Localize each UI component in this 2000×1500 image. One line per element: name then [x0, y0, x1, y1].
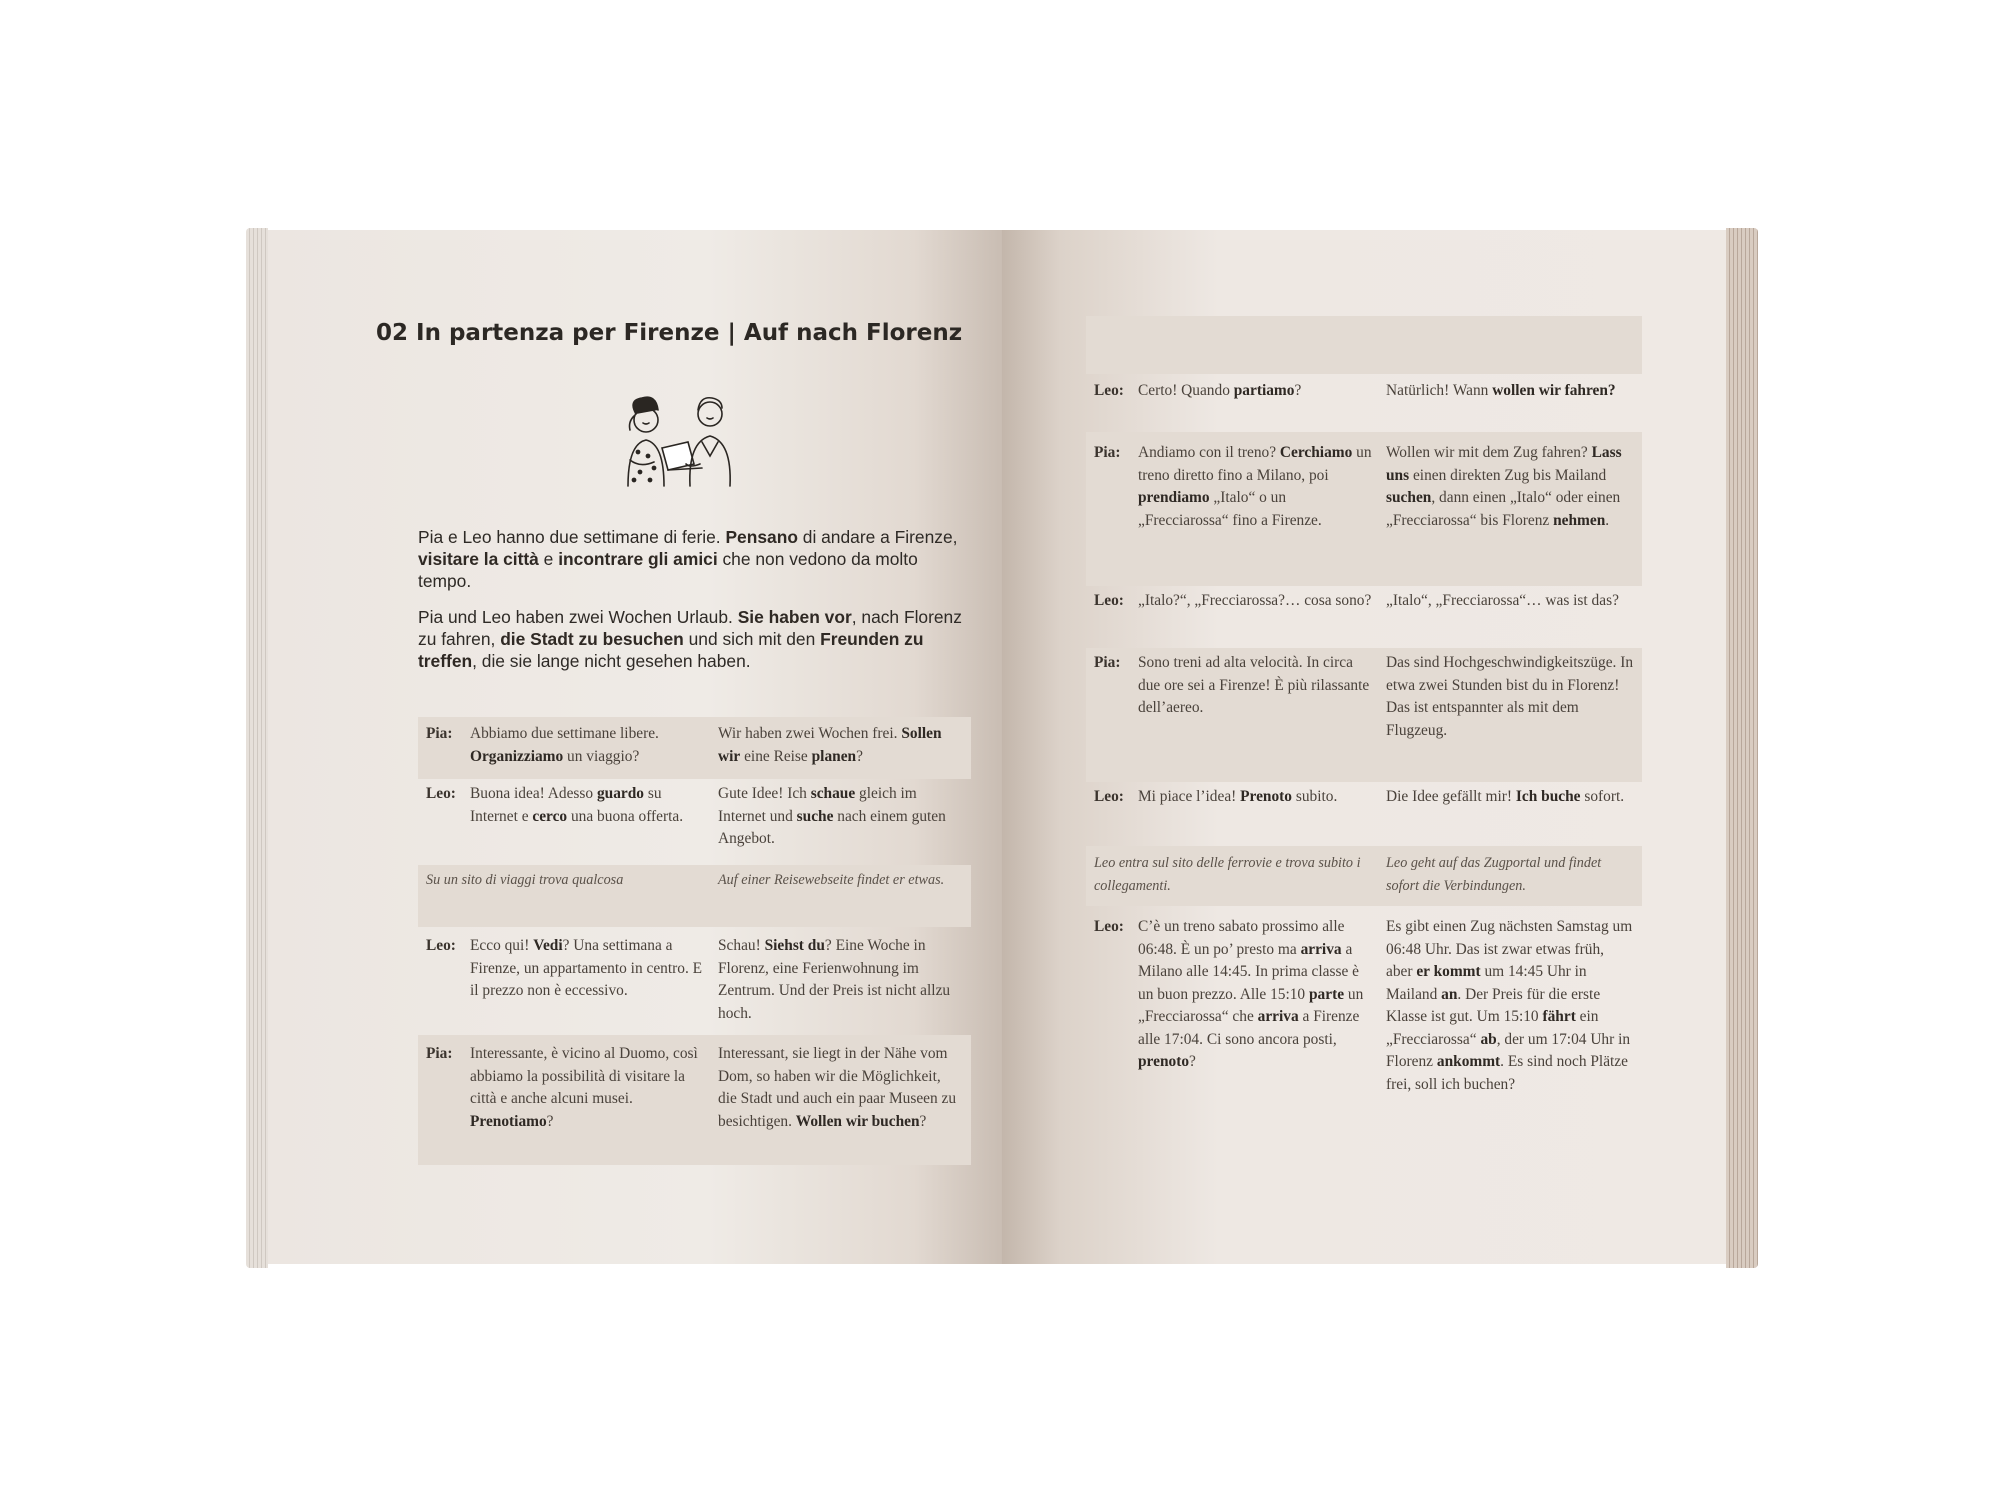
italian-line: Mi piace l’idea! Prenoto subito. — [1138, 788, 1338, 805]
speaker: Leo: — [1094, 918, 1124, 935]
dialogue-row — [418, 927, 971, 1035]
german-line: Gute Idee! Ich schaue gleich im Internet und suche nach einem guten Angebot. — [718, 785, 946, 847]
chapter-title: 02 In partenza per Firenze | Auf nach Florenz — [376, 320, 963, 346]
speaker: Leo: — [426, 785, 456, 802]
dialogue-row — [1086, 432, 1642, 586]
left-page — [268, 230, 1002, 1264]
german-line: Schau! Siehst du? Eine Woche in Florenz, eine Ferienwohnung im Zentrum. Und der Preis ist nicht allzu hoch. — [718, 937, 951, 1022]
dialogue-row — [418, 1035, 971, 1165]
dialogue-row — [1086, 906, 1642, 1146]
italian-line: Certo! Quando partiamo? — [1138, 382, 1302, 399]
dialogue-row — [1086, 782, 1642, 846]
narration-row — [418, 865, 971, 927]
speaker: Pia: — [1094, 444, 1121, 461]
speaker: Pia: — [426, 725, 453, 742]
speaker: Leo: — [426, 937, 456, 954]
intro-german: Pia und Leo haben zwei Wochen Urlaub. Sie haben vor, nach Florenz zu fahren, die Stadt zu besuchen und sich mit den Freunden zu treffen, die sie lange nicht gesehen haben. — [418, 607, 962, 671]
german-line: Das sind Hochgeschwindigkeitszüge. In etwa zwei Stunden bist du in Florenz! Das ist entspannter als mit dem Flugzeug. — [1386, 654, 1634, 739]
dialogue-row — [418, 779, 971, 865]
speaker: Pia: — [1094, 654, 1121, 671]
german-narration: Leo geht auf das Zugportal und findet sofort die Verbindungen. — [1386, 855, 1602, 894]
german-line: „Italo“, „Frecciarossa“… was ist das? — [1386, 592, 1619, 609]
right-page — [1002, 230, 1726, 1264]
italian-line: C’è un treno sabato prossimo alle 06:48. È un po’ presto ma arriva a Milano alle 14:45. In prima classe è un buon prezzo. Alle 15:10 parte un „Frecciarossa“ che arriva a Firenze alle 17:04. Ci sono ancora posti, prenoto? — [1138, 918, 1364, 1070]
german-line: Interessant, sie liegt in der Nähe vom Dom, so haben wir die Möglichkeit, die Stadt und auch ein paar Museen zu besichtigen. Wollen wir buchen? — [718, 1045, 957, 1130]
speaker: Pia: — [426, 1045, 453, 1062]
german-line: Natürlich! Wann wollen wir fahren? — [1386, 382, 1616, 399]
open-book — [246, 228, 1758, 1268]
italian-line: „Italo?“, „Frecciarossa?… cosa sono? — [1138, 592, 1372, 609]
italian-line: Interessante, è vicino al Duomo, così abbiamo la possibilità di visitare la città e anche alcuni musei. Prenotiamo? — [470, 1045, 698, 1130]
italian-line: Sono treni ad alta velocità. In circa due ore sei a Firenze! È più rilassante dell’aereo. — [1138, 654, 1370, 716]
dialogue-row — [1086, 648, 1642, 782]
german-line: Wir haben zwei Wochen frei. Sollen wir eine Reise planen? — [718, 725, 942, 765]
german-narration: Auf einer Reisewebseite findet er etwas. — [718, 872, 945, 888]
dialogue-row — [1086, 374, 1642, 432]
italian-line: Abbiamo due settimane libere. Organizziamo un viaggio? — [470, 725, 659, 765]
italian-line: Buona idea! Adesso guardo su Internet e cerco una buona offerta. — [470, 785, 684, 825]
dialogue-table-left — [418, 717, 971, 1165]
speaker: Leo: — [1094, 788, 1124, 805]
right-page-edges — [1726, 228, 1758, 1268]
german-line: Wollen wir mit dem Zug fahren? Lass uns einen direkten Zug bis Mailand suchen, dann einen „Italo“ oder einen „Frecciarossa“ bis Florenz nehmen. — [1386, 444, 1622, 529]
italian-narration: Leo entra sul sito delle ferrovie e trova subito i collegamenti. — [1094, 855, 1361, 894]
german-line: Es gibt einen Zug nächsten Samstag um 06:48 Uhr. Das ist zwar etwas früh, aber er kommt um 14:45 Uhr in Mailand an. Der Preis für die erste Klasse ist gut. Um 15:10 fährt ein „Frecciarossa“ ab, der um 17:04 Uhr in Florenz ankommt. Es sind noch Plätze frei, soll ich buchen? — [1386, 918, 1633, 1093]
left-page-edges — [246, 228, 268, 1268]
table-header-band — [1086, 316, 1642, 374]
speaker: Leo: — [1094, 382, 1124, 399]
intro-italian: Pia e Leo hanno due settimane di ferie. Pensano di andare a Firenze, visitare la città e incontrare gli amici che non vedono da molto tempo. — [418, 527, 958, 591]
dialogue-row — [418, 717, 971, 779]
german-line: Die Idee gefällt mir! Ich buche sofort. — [1386, 788, 1625, 805]
dialogue-row — [1086, 586, 1642, 648]
italian-line: Andiamo con il treno? Cerchiamo un treno diretto fino a Milano, poi prendiamo „Italo“ o un „Frecciarossa“ fino a Firenze. — [1138, 444, 1372, 529]
italian-line: Ecco qui! Vedi? Una settimana a Firenze, un appartamento in centro. E il prezzo non è eccessivo. — [470, 937, 703, 999]
dialogue-table-right — [1086, 316, 1642, 1146]
italian-narration: Su un sito di viaggi trova qualcosa — [426, 872, 624, 888]
speaker: Leo: — [1094, 592, 1124, 609]
narration-row — [1086, 846, 1642, 906]
two-people-with-laptop-icon — [608, 390, 748, 490]
